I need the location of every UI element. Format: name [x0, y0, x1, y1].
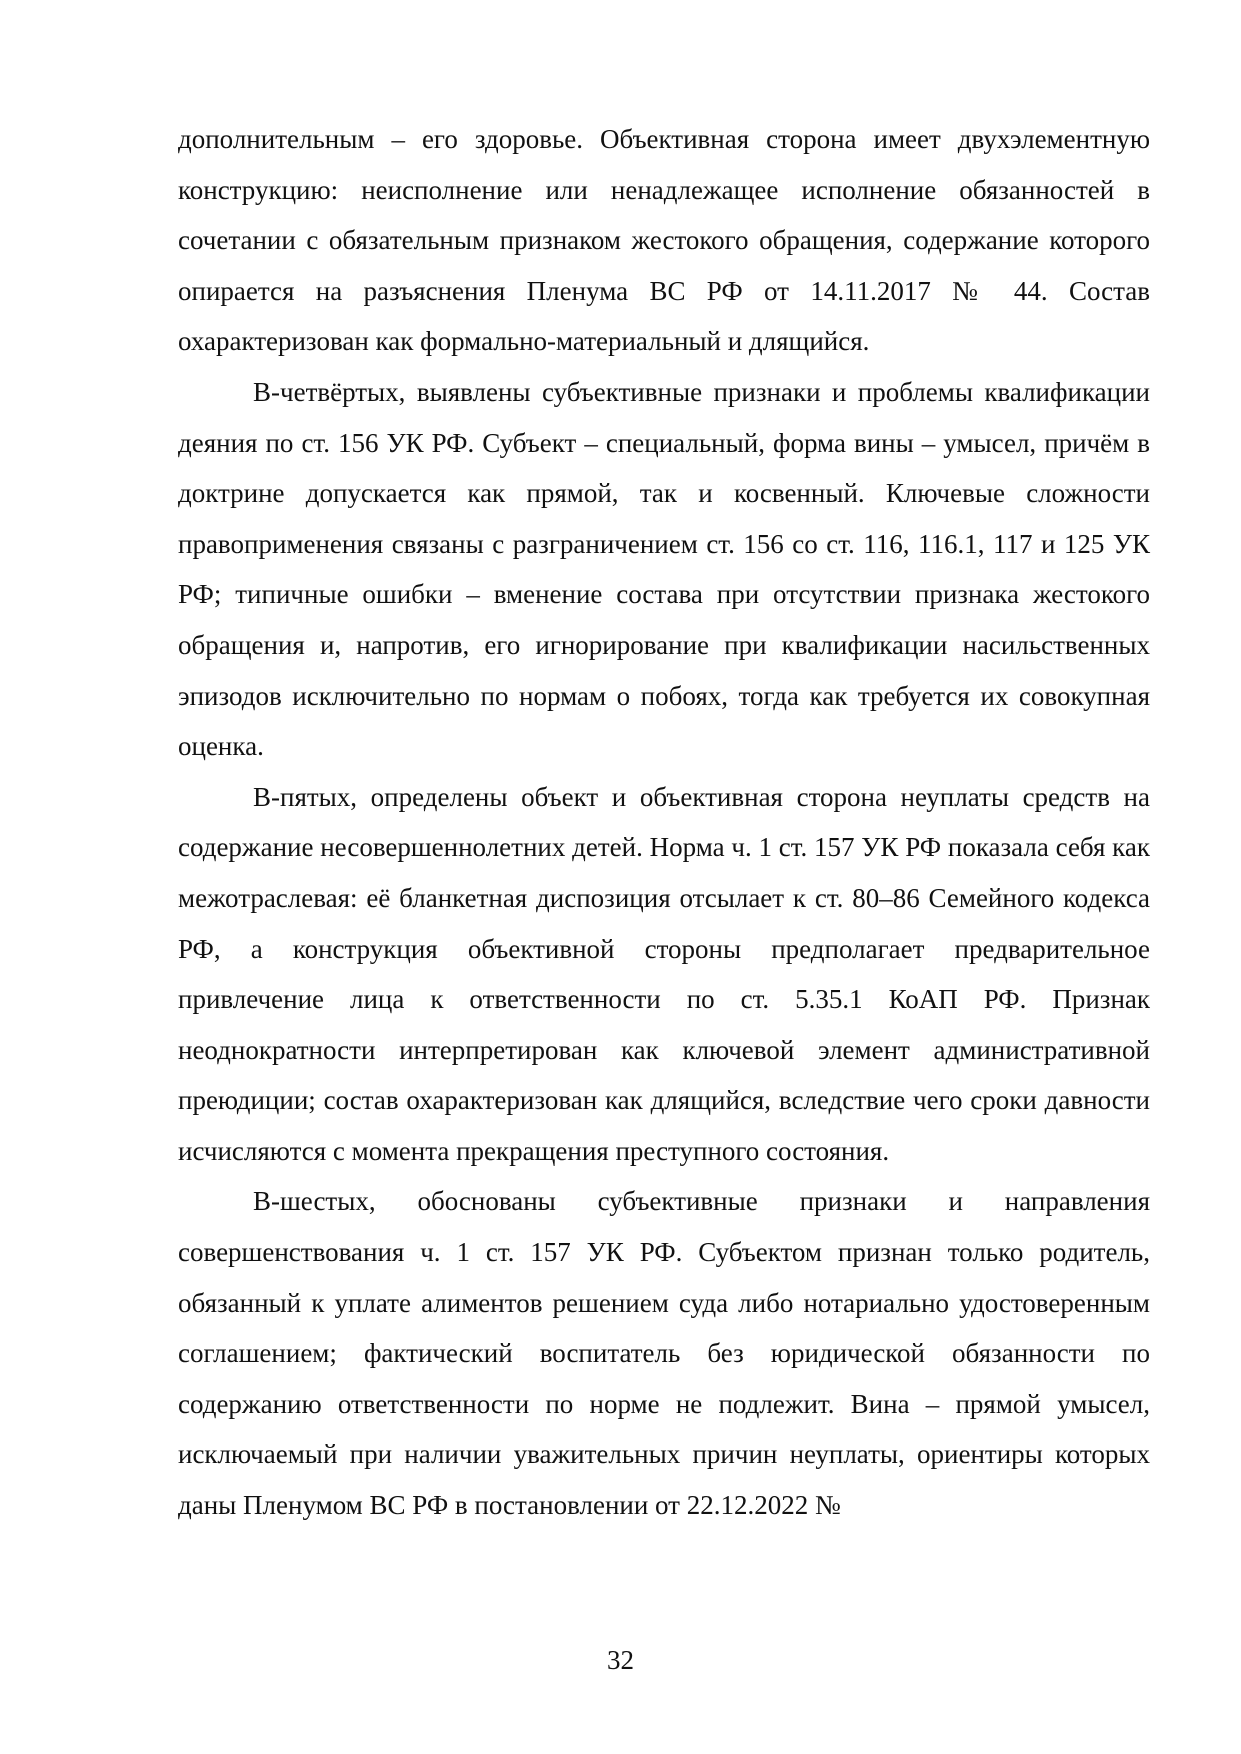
paragraph-fourthly: В-четвёртых, выявлены субъективные признаки и проблемы квалификации деяния по ст. 156 УК РФ. Субъект – специальный, форма вины – умысел, причём в доктрине допускается как прямой, так и косвенный. Ключевые сложности правоприменения связаны с разграничением ст. 156 со ст. 116, 116.1, 117 и 125 УК РФ; типичные ошибки – вменение состава при отсутствии признака жестокого обращения и, напротив, его игнорирование при квалификации насильственных эпизодов исключительно по нормам о побоях, тогда как требуется их совокупная оценка. [178, 376, 1150, 762]
page-body [178, 114, 1150, 1531]
page-number: 32 [607, 1645, 634, 1675]
paragraph-continuation: дополнительным – его здоровье. Объективная сторона имеет двухэлементную конструкцию: неисполнение или ненадлежащее исполнение обязанностей в сочетании с обязательным признаком жестокого обращения, содержание которого опирается на разъяснения Пленума ВС РФ от 14.11.2017 № 44. Состав охарактеризован как формально-материальный и длящийся. [178, 124, 1150, 357]
paragraph-fifthly: В-пятых, определены объект и объективная сторона неуплаты средств на содержание несовершеннолетних детей. Норма ч. 1 ст. 157 УК РФ показала себя как межотраслевая: её бланкетная диспозиция отсылает к ст. 80–86 Семейного кодекса РФ, а конструкция объективной стороны предполагает предварительное привлечение лица к ответственности по ст. 5.35.1 КоАП РФ. Признак неоднократности интерпретирован как ключевой элемент административной преюдиции; состав охарактеризован как длящийся, вследствие чего сроки давности исчисляются с момента прекращения преступного состояния. [178, 781, 1150, 1166]
paragraph-sixthly: В-шестых, обоснованы субъективные признаки и направления совершенствования ч. 1 ст. 157 УК РФ. Субъектом признан только родитель, обязанный к уплате алиментов решением суда либо нотариально удостоверенным соглашением; фактический воспитатель без юридической обязанности по содержанию ответственности по норме не подлежит. Вина – прямой умысел, исключаемый при наличии уважительных причин неуплаты, ориентиры которых даны Пленумом ВС РФ в постановлении от 22.12.2022 № [178, 1186, 1150, 1521]
